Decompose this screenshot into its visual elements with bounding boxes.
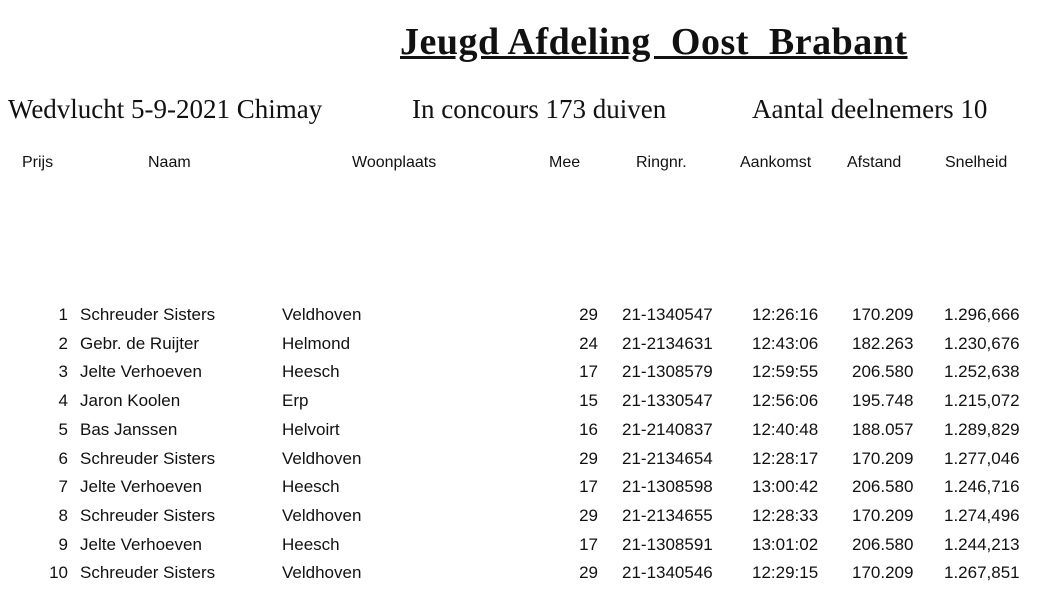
column-header-prijs: Prijs: [22, 154, 54, 171]
cell-naam: Jelte Verhoeven: [80, 362, 202, 382]
cell-naam: Schreuder Sisters: [80, 505, 216, 525]
cell-ringnr: 21-2134655: [622, 505, 713, 525]
cell-snelheid: 1.246,716: [944, 477, 1020, 497]
cell-ringnr: 21-1308579: [622, 362, 713, 382]
cell-afstand: 170.209: [852, 505, 914, 525]
table-row: [0, 305, 1039, 331]
cell-woonplaats: Helvoirt: [282, 419, 340, 439]
cell-snelheid: 1.230,676: [944, 333, 1020, 353]
race-participants: Aantal deelnemers 10: [752, 94, 988, 124]
cell-woonplaats: Veldhoven: [282, 505, 362, 525]
column-header-afstand: Afstand: [847, 154, 902, 171]
cell-aankomst: 13:00:42: [752, 477, 819, 497]
cell-mee: 29: [579, 505, 598, 525]
cell-naam: Gebr. de Ruijter: [80, 333, 200, 353]
cell-woonplaats: Erp: [282, 391, 309, 411]
column-header-aankomst: Aankomst: [740, 154, 812, 171]
cell-afstand: 206.580: [852, 534, 914, 554]
cell-ringnr: 21-2140837: [622, 419, 713, 439]
cell-aankomst: 12:28:17: [752, 448, 819, 468]
cell-prijs: 7: [58, 477, 68, 497]
cell-woonplaats: Veldhoven: [282, 448, 362, 468]
cell-ringnr: 21-2134654: [622, 448, 713, 468]
cell-aankomst: 12:40:48: [752, 419, 819, 439]
cell-naam: Jelte Verhoeven: [80, 477, 202, 497]
cell-prijs: 4: [58, 391, 68, 411]
cell-snelheid: 1.267,851: [944, 563, 1020, 583]
race-concours: In concours 173 duiven: [412, 94, 667, 124]
cell-mee: 24: [579, 333, 598, 353]
cell-mee: 29: [579, 305, 598, 324]
cell-snelheid: 1.252,638: [944, 362, 1020, 382]
cell-aankomst: 13:01:02: [752, 534, 819, 554]
cell-afstand: 170.209: [852, 563, 914, 583]
cell-mee: 17: [579, 362, 598, 382]
table-row: [0, 449, 1039, 475]
cell-snelheid: 1.215,072: [944, 391, 1020, 411]
cell-woonplaats: Veldhoven: [282, 305, 362, 324]
cell-afstand: 170.209: [852, 448, 914, 468]
cell-aankomst: 12:28:33: [752, 505, 819, 525]
table-row: [0, 535, 1039, 561]
cell-prijs: 3: [58, 362, 68, 382]
cell-snelheid: 1.274,496: [944, 505, 1020, 525]
cell-prijs: 1: [58, 305, 68, 324]
cell-woonplaats: Helmond: [282, 333, 351, 353]
table-row: [0, 506, 1039, 532]
page-title: Jeugd Afdeling Oost Brabant: [400, 21, 908, 63]
cell-snelheid: 1.244,213: [944, 534, 1020, 554]
cell-prijs: 5: [58, 419, 68, 439]
cell-woonplaats: Heesch: [282, 477, 340, 497]
cell-ringnr: 21-1340546: [622, 563, 713, 583]
cell-naam: Schreuder Sisters: [80, 448, 216, 468]
table-row: [0, 391, 1039, 417]
cell-snelheid: 1.296,666: [944, 305, 1020, 324]
column-header-naam: Naam: [148, 154, 191, 171]
cell-naam: Jaron Koolen: [80, 391, 181, 411]
cell-ringnr: 21-1340547: [622, 305, 713, 324]
cell-prijs: 6: [58, 448, 68, 468]
cell-afstand: 188.057: [852, 419, 914, 439]
cell-snelheid: 1.277,046: [944, 448, 1020, 468]
table-row: [0, 362, 1039, 388]
cell-aankomst: 12:29:15: [752, 563, 819, 583]
column-header-ringnr: Ringnr.: [636, 154, 687, 171]
cell-afstand: 182.263: [852, 333, 914, 353]
race-name: Wedvlucht 5-9-2021 Chimay: [8, 94, 323, 124]
column-header-snelheid: Snelheid: [945, 154, 1008, 171]
cell-ringnr: 21-2134631: [622, 333, 713, 353]
cell-naam: Schreuder Sisters: [80, 563, 216, 583]
cell-aankomst: 12:56:06: [752, 391, 819, 411]
cell-prijs: 10: [49, 563, 68, 583]
cell-naam: Bas Janssen: [80, 419, 178, 439]
cell-prijs: 2: [58, 333, 68, 353]
cell-woonplaats: Veldhoven: [282, 563, 362, 583]
cell-afstand: 170.209: [852, 305, 914, 324]
table-row: [0, 563, 1039, 589]
cell-mee: 17: [579, 534, 598, 554]
cell-snelheid: 1.289,829: [944, 419, 1020, 439]
cell-ringnr: 21-1308598: [622, 477, 713, 497]
cell-afstand: 206.580: [852, 362, 914, 382]
cell-aankomst: 12:43:06: [752, 333, 819, 353]
cell-ringnr: 21-1308591: [622, 534, 713, 554]
cell-prijs: 8: [58, 505, 68, 525]
cell-mee: 17: [579, 477, 598, 497]
cell-afstand: 195.748: [852, 391, 914, 411]
cell-naam: Schreuder Sisters: [80, 305, 216, 324]
cell-woonplaats: Heesch: [282, 362, 340, 382]
cell-ringnr: 21-1330547: [622, 391, 713, 411]
cell-afstand: 206.580: [852, 477, 914, 497]
column-header-mee: Mee: [549, 154, 581, 171]
cell-mee: 29: [579, 448, 598, 468]
column-header-woonplaats: Woonplaats: [352, 154, 437, 171]
table-row: [0, 420, 1039, 446]
cell-aankomst: 12:26:16: [752, 305, 819, 324]
cell-naam: Jelte Verhoeven: [80, 534, 202, 554]
cell-woonplaats: Heesch: [282, 534, 340, 554]
cell-mee: 15: [579, 391, 598, 411]
table-row: [0, 477, 1039, 503]
cell-prijs: 9: [58, 534, 68, 554]
cell-mee: 29: [579, 563, 598, 583]
table-row: [0, 334, 1039, 360]
cell-mee: 16: [579, 419, 598, 439]
cell-aankomst: 12:59:55: [752, 362, 819, 382]
